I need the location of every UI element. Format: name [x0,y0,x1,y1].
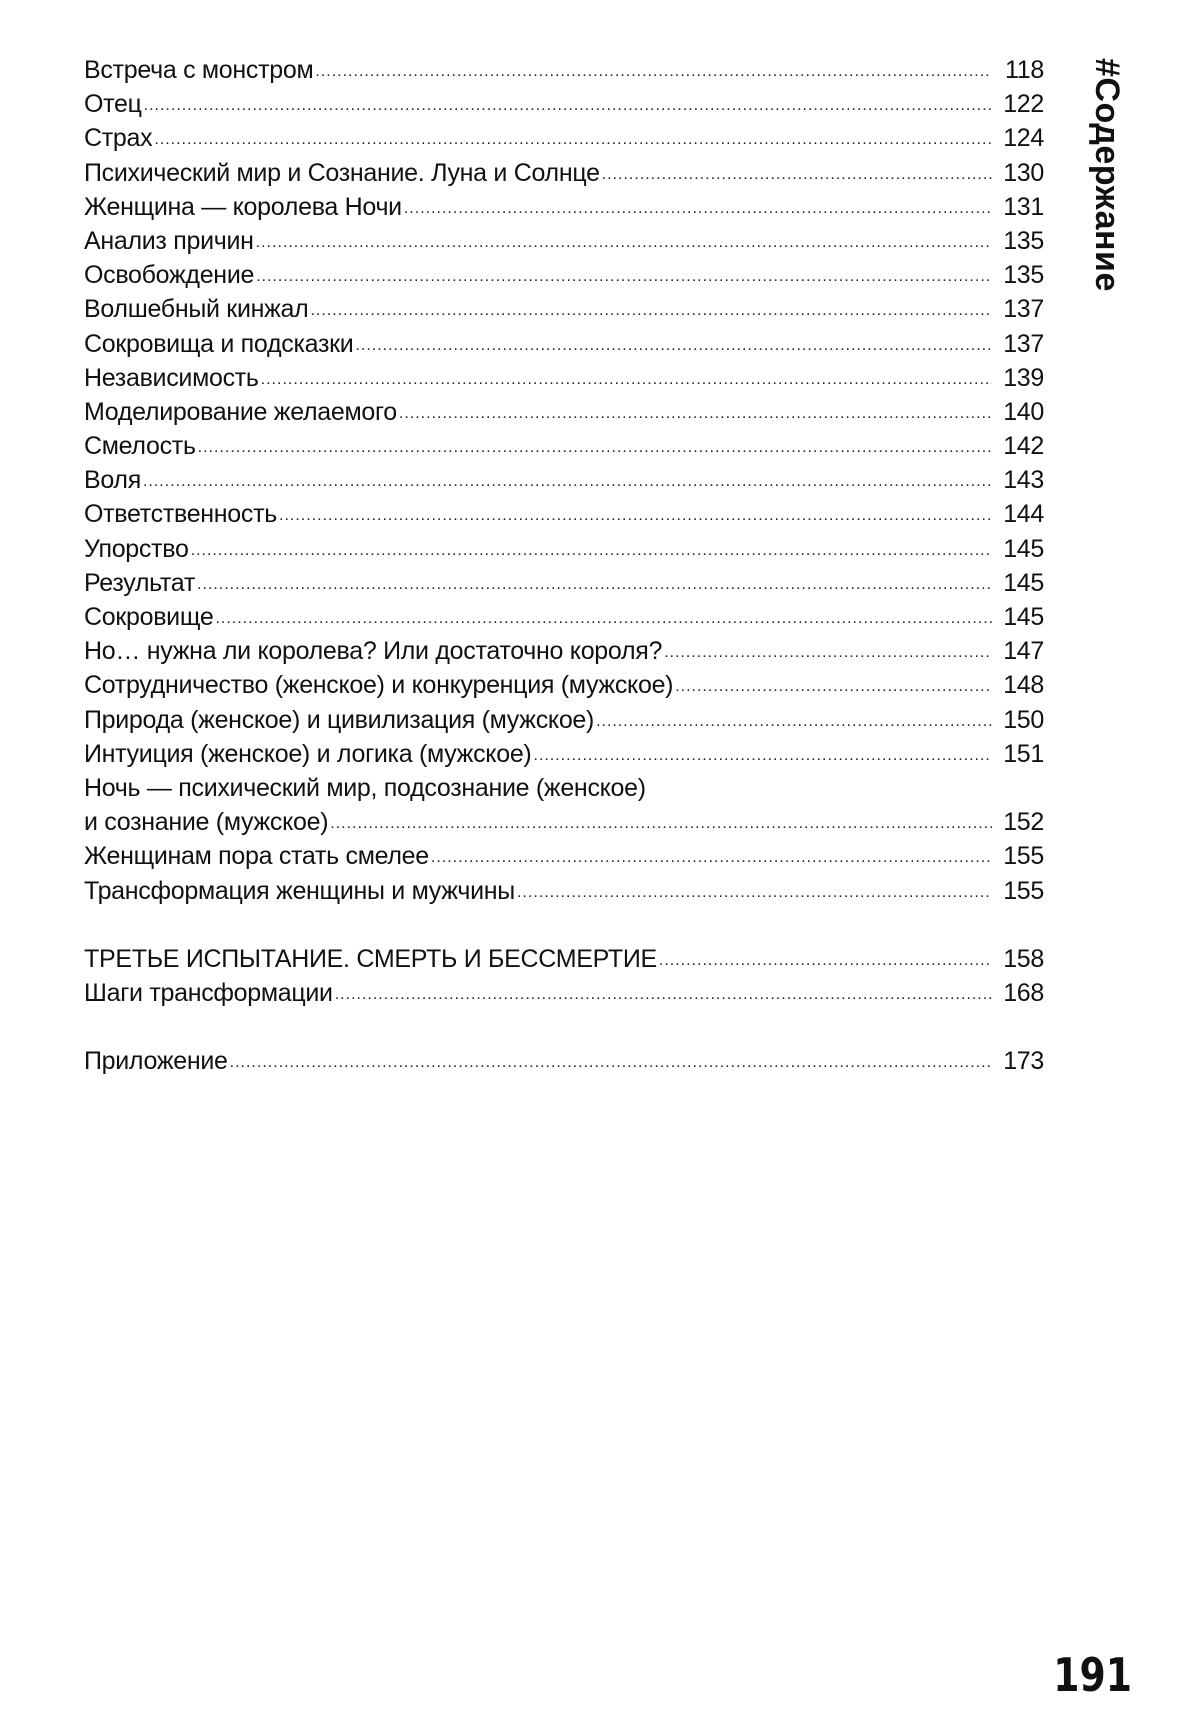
dot-leader [230,1054,992,1072]
dot-leader [154,131,992,149]
toc-entry-page: 145 [1003,534,1044,563]
toc-entry[interactable] [84,1047,1044,1081]
toc-entry-title: Интуиция (женское) и логика (мужское) [84,739,532,768]
toc-entry-title: Воля [84,466,141,495]
dot-leader [431,849,992,867]
toc-entry-page: 147 [1003,637,1044,666]
toc-entry[interactable] [84,706,1044,740]
toc-entry-page: 130 [1003,158,1044,187]
running-head: #Содержание [1088,58,1126,292]
dot-leader [533,747,992,765]
toc-entry[interactable] [84,774,1044,808]
toc-entry-page: 137 [1003,295,1044,324]
page-number: 191 [1053,1648,1132,1702]
toc-entry-title: Сокровище [84,603,214,631]
toc-entry-title: Приложение [84,1047,228,1076]
toc-entry-page: 155 [1003,842,1044,871]
toc-entry[interactable] [84,569,1044,603]
toc-entry-title: Встреча с монстром [84,56,314,84]
toc-entry-page: 135 [1003,261,1044,290]
dot-leader [335,986,992,1004]
dot-leader [197,576,992,594]
toc-entry-continuation[interactable] [84,808,1044,842]
toc-entry-title: Ответственность [84,500,277,529]
dot-leader [355,337,992,355]
dot-leader [143,473,992,491]
toc-entry-page: 173 [1003,1047,1044,1076]
dot-leader [191,542,992,560]
toc-entry-title: Но… нужна ли королева? Или достаточно короля? [84,637,663,666]
toc-entry[interactable] [84,330,1044,364]
dot-leader [675,678,992,696]
toc-entry[interactable] [84,295,1044,329]
toc-entry[interactable] [84,364,1044,398]
toc-entry-title: Результат [84,568,195,597]
dot-leader [602,166,992,184]
toc-entry[interactable] [84,671,1044,705]
toc-entry-page: 135 [1003,226,1044,255]
dot-leader [256,234,992,252]
toc-entry-title: Природа (женское) и цивилизация (мужское) [84,705,595,734]
toc-entry-title: Независимость [84,363,259,392]
toc-entry[interactable] [84,877,1044,911]
toc-entry[interactable] [84,432,1044,466]
section-gap [84,1013,1044,1047]
toc-entry-title-continuation: и сознание (мужское) [84,808,329,837]
dot-leader [399,405,992,423]
table-of-contents [84,56,1044,1081]
toc-entry-title: Сокровища и подсказки [84,329,354,358]
toc-entry-page: 150 [1003,705,1044,734]
toc-entry-page: 137 [1003,329,1044,358]
toc-entry[interactable] [84,603,1044,637]
dot-leader [404,200,992,218]
toc-entry-page: 131 [1003,192,1044,221]
toc-entry-title: Женщина — королева Ночи [84,192,402,221]
toc-entry-title: Освобождение [84,261,255,290]
toc-entry[interactable] [84,56,1044,90]
toc-entry-page: 155 [1003,876,1044,905]
dot-leader [279,507,992,525]
toc-entry-title: Анализ причин [84,226,254,255]
toc-entry-page: 122 [1003,90,1044,119]
toc-entry[interactable] [84,466,1044,500]
toc-entry-title: Смелость [84,432,196,461]
toc-entry[interactable] [84,945,1044,979]
toc-entry[interactable] [84,979,1044,1013]
dot-leader [261,371,992,389]
toc-entry-title: Сотрудничество (женское) и конкуренция (мужское) [84,671,674,700]
toc-entry[interactable] [84,842,1044,876]
dot-leader [310,302,992,320]
dot-leader [517,884,992,902]
dot-leader [198,439,992,457]
toc-entry[interactable] [84,90,1044,124]
toc-entry[interactable] [84,261,1044,295]
toc-entry-page: 118 [1005,56,1044,84]
toc-entry-page: 145 [1003,568,1044,597]
toc-entry[interactable] [84,535,1044,569]
toc-entry-page: 139 [1003,363,1044,392]
toc-entry-title: Женщинам пора стать смелее [84,842,429,871]
dot-leader [256,268,992,286]
toc-entry-page: 158 [1003,944,1044,973]
dot-leader [144,97,992,115]
toc-entry-title: Страх [84,124,153,153]
toc-entry-title: Упорство [84,534,189,563]
dot-leader [659,952,992,970]
toc-entry[interactable] [84,740,1044,774]
toc-entry-page: 151 [1003,739,1044,768]
dot-leader [330,815,992,833]
toc-entry-page: 152 [1003,808,1044,837]
toc-entry-page: 142 [1003,432,1044,461]
toc-entry[interactable] [84,637,1044,671]
toc-entry-page: 124 [1003,124,1044,153]
toc-entry-page: 143 [1003,466,1044,495]
toc-entry-page: 145 [1003,603,1044,631]
dot-leader [315,63,992,81]
toc-entry[interactable] [84,159,1044,193]
toc-entry-title: Моделирование желаемого [84,397,397,426]
toc-entry-title: Отец [84,90,142,119]
toc-entry[interactable] [84,500,1044,534]
toc-entry-title: Психический мир и Сознание. Луна и Солнце [84,158,600,187]
toc-entry[interactable] [84,124,1044,158]
toc-entry[interactable] [84,398,1044,432]
toc-entry-title: Ночь — психический мир, подсознание (женское) [84,773,646,802]
dot-leader [596,713,992,731]
toc-entry-page: 140 [1003,397,1044,426]
toc-entry-title: Шаги трансформации [84,978,333,1007]
toc-entry-title: Волшебный кинжал [84,295,309,324]
dot-leader [215,610,992,628]
section-gap [84,911,1044,945]
toc-entry[interactable] [84,227,1044,261]
toc-entry-title: ТРЕТЬЕ ИСПЫТАНИЕ. СМЕРТЬ И БЕССМЕРТИЕ [84,944,657,973]
toc-entry-page: 144 [1003,500,1044,529]
toc-entry-title: Трансформация женщины и мужчины [84,876,515,905]
toc-entry-page: 168 [1003,978,1044,1007]
toc-entry[interactable] [84,193,1044,227]
toc-entry-page: 148 [1003,671,1044,700]
dot-leader [664,644,992,662]
